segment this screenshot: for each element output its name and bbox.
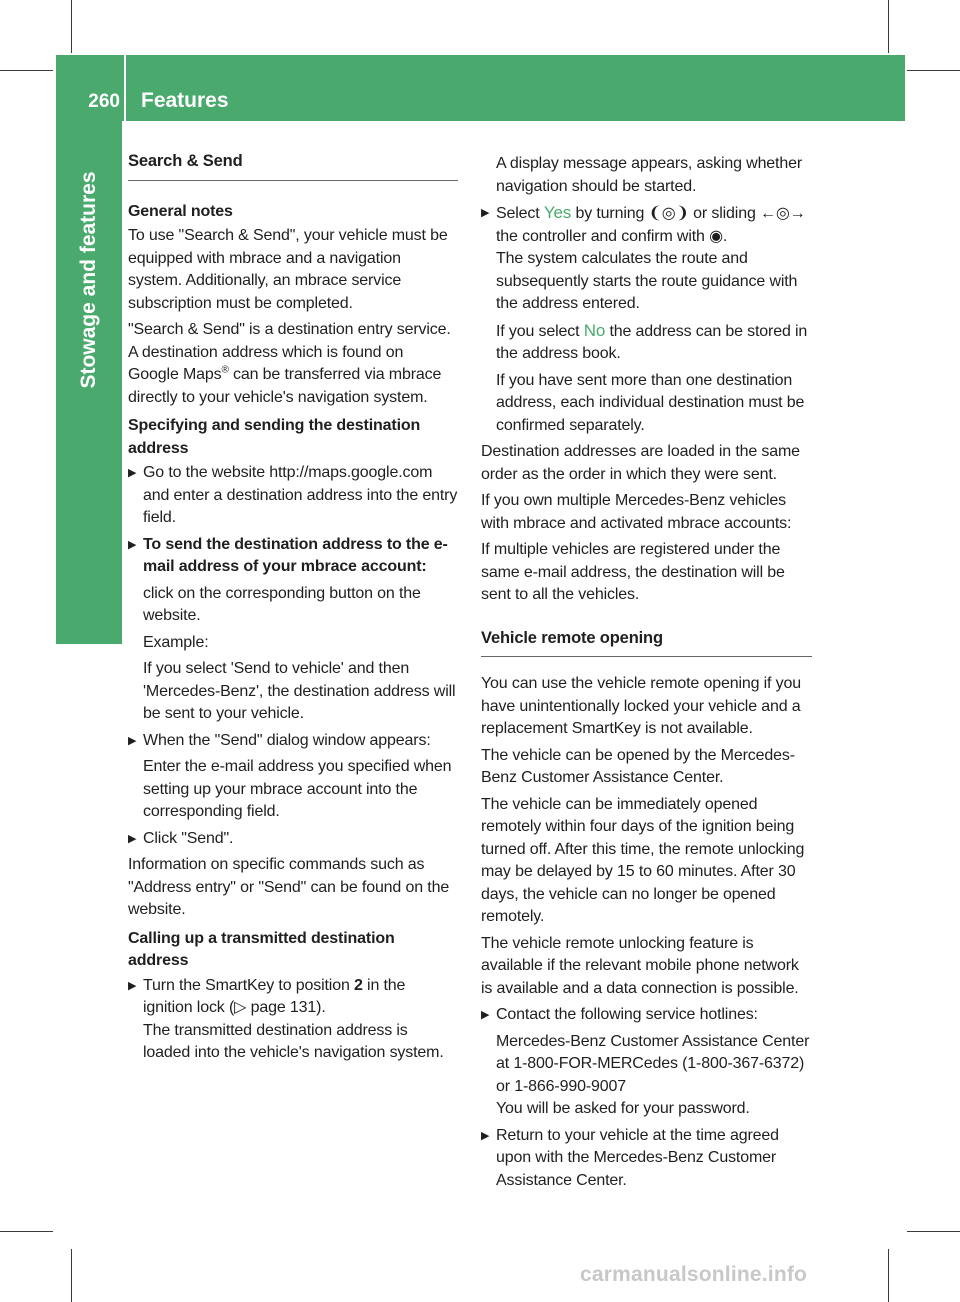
step-item: ▶ Go to the website http://maps.google.com and enter a destination address into the entry field. [128,462,458,530]
heading-general-notes: General notes [128,202,233,220]
step-text: click on the corresponding button on the website. [143,584,421,624]
paragraph: The vehicle remote unlocking feature is available if the relevant mobile phone network is available and a data connection is possible. [481,934,799,997]
step-text: Enter the e-mail address you specified when setting up your mbrace account into the corresponding field. [143,758,452,820]
step-item: ▶ Select Yes by turning ❨◎❩ or sliding ←◎→ the controller and confirm with ◉. [481,202,812,248]
crop-mark [0,70,53,71]
registered-mark: ® [221,364,229,376]
left-column [128,150,458,1069]
step-text: If you select No the address can be stored in the address book. [496,320,808,362]
paragraph: To use "Search & Send", your vehicle must be equipped with mbrace and a navigation system. Additionally, an mbrace service subscription must be completed. [128,227,448,312]
step-item: ▶ Turn the SmartKey to position 2 in the ignition lock (▷ page 131). [128,975,458,1020]
position-number: 2 [354,976,363,994]
watermark: carmanualsonline.info [580,1263,808,1286]
paragraph: Information on specific commands such as "Address entry" or "Send" can be found on the website. [128,856,450,918]
paragraph: The vehicle can be immediately opened remotely within four days of the ignition being turned off. After this time, the remote unlocking may be delayed by 15 to 60 minutes. After 30 days, the vehicle can no longer be opened remotely. [481,795,805,925]
press-controller-icon: ◉ [709,227,723,245]
section-title-remote-opening: Vehicle remote opening [481,627,812,658]
step-item: ▶ Contact the following service hotlines: [481,1004,812,1027]
crop-mark [888,0,889,53]
paragraph: "Search & Send" is a destination entry service. A destination address which is found on Google Maps® can be transferred via mbrace directly to your vehicle's navigation system. [128,321,451,406]
step-item: ▶ When the "Send" dialog window appears: [128,730,458,753]
section-title-search-send: Search & Send [128,150,458,181]
step-text: You will be asked for your password. [496,1100,750,1117]
crop-mark [71,1249,72,1302]
crop-mark [71,0,72,53]
paragraph: You can use the vehicle remote opening if you have unintentionally locked your vehicle and a replacement SmartKey is not available. [481,675,801,737]
step-text: The system calculates the route and subsequently starts the route guidance with the address entered. [496,250,798,312]
display-text-no: No [583,320,606,340]
heading-calling-up: Calling up a transmitted destination address [128,929,395,969]
page-number: 260 [88,91,120,112]
turn-controller-icon: ❨◎❩ [648,205,689,222]
step-item: ▶ Click "Send". [128,828,458,851]
step-item: ▶ Return to your vehicle at the time agreed upon with the Mercedes-Benz Customer Assistance Center. [481,1125,812,1193]
example-text: If you select 'Send to vehicle' and then 'Mercedes-Benz', the destination address will be sent to your vehicle. [143,660,456,722]
step-text: A display message appears, asking whether navigation should be started. [496,155,803,195]
header-separator [124,55,126,121]
example-label: Example: [143,633,209,651]
slide-controller-icon: ←◎→ [759,205,806,222]
step-text: Mercedes-Benz Customer Assistance Center at 1-800-FOR-MERCedes (1-800-367-6372) or 1-866-990-9007 [496,1032,810,1095]
crop-mark [888,1249,889,1302]
step-item: ▶ To send the destination address to the e-mail address of your mbrace account: [128,534,458,579]
page-reference-link[interactable]: ▷ page 131 [234,999,317,1016]
right-column [481,153,812,1196]
side-tab-label: Stowage and features [77,171,100,389]
paragraph: If you own multiple Mercedes-Benz vehicles with mbrace and activated mbrace accounts: [481,492,792,532]
paragraph: Destination addresses are loaded in the same order as the order in which they were sent. [481,443,800,483]
step-text: The transmitted destination address is loaded into the vehicle's navigation system. [143,1021,444,1061]
page-title: Features [141,89,229,112]
step-text: If you have sent more than one destination address, each individual destination must be confirmed separately. [496,371,805,434]
paragraph: The vehicle can be opened by the Mercedes-Benz Customer Assistance Center. [481,746,795,786]
heading-specifying: Specifying and sending the destination address [128,417,421,457]
display-text-yes: Yes [543,203,572,222]
crop-mark [907,1231,960,1232]
crop-mark [907,70,960,71]
crop-mark [0,1231,53,1232]
paragraph: If multiple vehicles are registered under the same e-mail address, the destination will be sent to all the vehicles. [481,541,785,603]
